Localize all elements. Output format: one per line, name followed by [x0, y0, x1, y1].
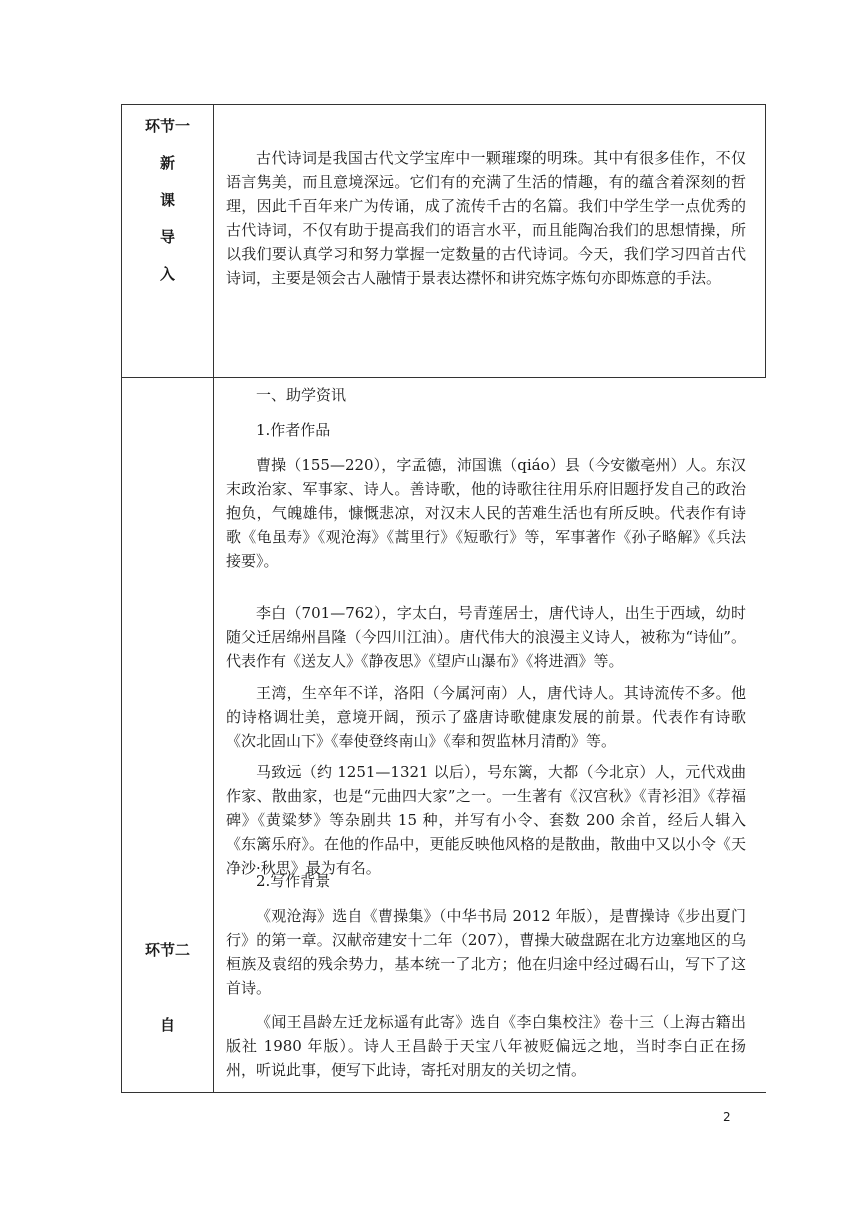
section-one-title: 环节一: [144, 117, 190, 135]
heading-writing-background: 2.写作背景: [256, 872, 331, 890]
paragraph: 《观沧海》选自《曹操集》（中华书局 2012 年版），是曹操诗《步出夏门行》的第一章。汉献帝建安十二年（207），曹操大破盘踞在北方边塞地区的乌桓族及袁绍的残余势力，基本统一了北方；他在归途中经过碣石山，写下了这首诗。: [226, 907, 746, 997]
author-li-bai: [226, 601, 746, 673]
author-wang-wan: [226, 681, 746, 753]
paragraph: 王湾，生卒年不详，洛阳（今属河南）人，唐代诗人。其诗流传不多。他的诗格调壮美，意境开阔，预示了盛唐诗歌健康发展的前景。代表作有诗歌《次北固山下》《奉使登终南山》《奉和贺监林月清酌》等。: [226, 684, 746, 750]
heading-authors-works: 1.作者作品: [256, 421, 331, 439]
author-cao-cao: [226, 453, 746, 573]
lesson-table: [121, 104, 766, 1093]
intro-content: [226, 146, 746, 290]
background-wen-wang-changling: [226, 1010, 746, 1082]
paragraph: 《闻王昌龄左迁龙标遥有此寄》选自《李白集校注》卷十三（上海古籍出版社 1980 年版）。诗人王昌龄于天宝八年被贬偏远之地，当时李白正在扬州，听说此事，便写下此诗，寄托对朋友的关切之情。: [226, 1013, 746, 1079]
section-one-row: [121, 104, 766, 377]
section-two-row: [121, 377, 766, 1093]
section-one-label-char-2: 课: [159, 191, 175, 209]
section-one-label-char-4: 入: [159, 265, 175, 283]
paragraph: 李白（701—762），字太白，号青莲居士，唐代诗人，出生于西域，幼时随父迁居绵州昌隆（今四川江油）。唐代伟大的浪漫主义诗人，被称为“诗仙”。代表作有《送友人》《静夜思》《望庐山瀑布》《将进酒》等。: [226, 604, 746, 670]
paragraph: 曹操（155—220），字孟德，沛国谯（qiáo）县（今安徽亳州）人。东汉末政治家、军事家、诗人。善诗歌，他的诗歌往往用乐府旧题抒发自己的政治抱负，气魄雄伟，慷慨悲凉，对汉末人民的苦难生活也有所反映。代表作有诗歌《龟虽寿》《观沧海》《蒿里行》《短歌行》等，军事著作《孙子略解》《兵法接要》。: [226, 456, 746, 570]
section-two-title: 环节二: [144, 941, 190, 959]
page-number: 2: [723, 1110, 731, 1124]
heading-learning-info: 一、助学资讯: [256, 386, 347, 404]
author-ma-zhiyuan: [226, 760, 746, 880]
paragraph: 马致远（约 1251—1321 以后），号东篱，大都（今北京）人，元代戏曲作家、散曲家，也是“元曲四大家”之一。一生著有《汉宫秋》《青衫泪》《荐福碑》《黄粱梦》等杂剧共 15 种，并写有小令、套数 200 余首，经后人辑入《东篱乐府》。在他的作品中，更能反映他风格的是散曲，散曲中又以小令《天净沙·秋思》最为有名。: [226, 763, 746, 877]
background-guan-cang-hai: [226, 904, 746, 1000]
section-two-label-char-1: 自: [159, 1016, 175, 1034]
section-one-label-char-1: 新: [159, 154, 175, 172]
column-divider: [213, 105, 214, 377]
section-one-label-char-3: 导: [159, 228, 175, 246]
column-divider: [213, 378, 214, 1092]
intro-paragraph: 古代诗词是我国古代文学宝库中一颗璀璨的明珠。其中有很多佳作，不仅语言隽美，而且意境深远。它们有的充满了生活的情趣，有的蕴含着深刻的哲理，因此千百年来广为传诵，成了流传千古的名篇。我们中学生学一点优秀的古代诗词，不仅有助于提高我们的语言水平，而且能陶冶我们的思想情操，所以我们要认真学习和努力掌握一定数量的古代诗词。今天，我们学习四首古代诗词，主要是领会古人融情于景表达襟怀和讲究炼字炼句亦即炼意的手法。: [226, 149, 746, 287]
